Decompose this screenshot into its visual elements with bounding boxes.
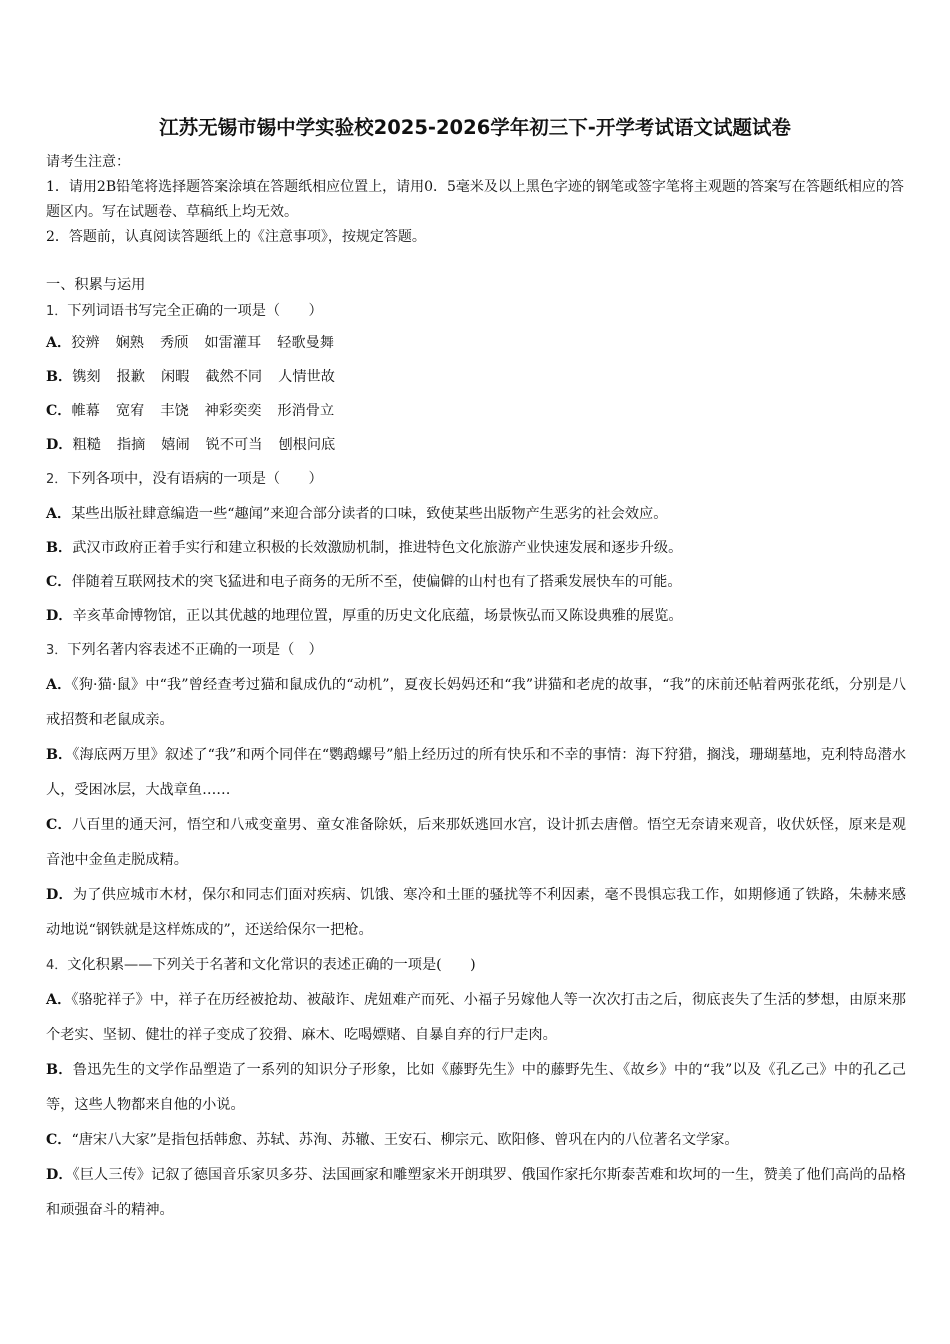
option-word: 狡辨 — [71, 335, 100, 351]
option-letter: A． — [46, 506, 72, 522]
option-word: 镌刻 — [72, 369, 101, 385]
option-text: 某些出版社肆意编造一些“趣闻”来迎合部分读者的口味，致使某些出版物产生恶劣的社会效应。 — [71, 506, 668, 522]
question-number: 2． — [46, 472, 68, 487]
option-text: 为了供应城市木材，保尔和同志们面对疾病、饥饿、寒冷和土匪的骚扰等不利因素，毫不畏惧忘我工作，如期修通了铁路，朱赫来感动地说“钢铁就是这样炼成的”，还送给保尔一把枪。 — [46, 887, 906, 938]
option-word: 轻歌曼舞 — [277, 335, 334, 351]
option-text: 辛亥革命博物馆，正以其优越的地理位置，厚重的历史文化底蕴，场景恢弘而又陈设典雅的展览。 — [72, 608, 683, 624]
option-word: 形消骨立 — [277, 403, 335, 419]
option-letter: A． — [46, 335, 72, 351]
option-text: 《狗·猫·鼠》中“我”曾经查考过猫和鼠成仇的“动机”，夏夜长妈妈还和“我”讲猫和老虎的故事，“我”的床前还帖着两张花纸，分别是八戒招赘和老鼠成亲。 — [46, 677, 906, 728]
option-letter: B． — [46, 747, 73, 763]
q2-option-a — [46, 497, 906, 531]
q1-option-c — [46, 394, 906, 428]
option-letter: C． — [46, 817, 72, 833]
option-word: 截然不同 — [205, 369, 263, 385]
q1-option-a — [46, 326, 906, 360]
option-letter: D． — [46, 887, 73, 903]
option-text: 《巨人三传》记叙了德国音乐家贝多芬、法国画家和雕塑家米开朗琪罗、俄国作家托尔斯泰苦难和坎坷的一生，赞美了他们高尚的品格和顽强奋斗的精神。 — [46, 1167, 906, 1218]
question-number: 3． — [46, 643, 68, 658]
question-number: 1． — [46, 304, 68, 319]
q4-option-d — [46, 1158, 906, 1228]
q4-option-c — [46, 1123, 906, 1158]
option-text: 鲁迅先生的文学作品塑造了一系列的知识分子形象，比如《藤野先生》中的藤野先生、《故乡》中的“我”以及《孔乙己》中的孔乙己等，这些人物都来自他的小说。 — [46, 1062, 906, 1113]
option-text: 伴随着互联网技术的突飞猛进和电子商务的无所不至，使偏僻的山村也有了搭乘发展快车的可能。 — [71, 574, 682, 590]
option-letter: D． — [46, 1167, 73, 1183]
question-text: 下列词语书写完全正确的一项是（ ） — [67, 303, 323, 319]
option-word: 丰饶 — [160, 403, 189, 419]
q4-option-a — [46, 983, 906, 1053]
page-title: 江苏无锡市锡中学实验校2025-2026学年初三下-开学考试语文试题试卷 — [159, 116, 791, 139]
option-letter: C． — [46, 403, 72, 419]
q2-option-c — [46, 565, 906, 599]
question-text: 文化积累——下列关于名著和文化常识的表述正确的一项是( ) — [67, 957, 476, 973]
question-2-stem — [46, 462, 906, 497]
option-word: 娴熟 — [115, 335, 144, 351]
option-letter: A． — [46, 677, 72, 693]
question-3-stem — [46, 633, 906, 668]
option-letter: B． — [46, 1062, 73, 1078]
q2-option-b — [46, 531, 906, 565]
q2-option-d — [46, 599, 906, 633]
notice-block — [46, 150, 906, 250]
option-letter: C． — [46, 574, 72, 590]
option-word: 如雷灌耳 — [204, 335, 262, 351]
q3-option-a — [46, 668, 906, 738]
notice-heading: 请考生注意： — [46, 154, 130, 170]
option-word: 刨根问底 — [278, 437, 336, 453]
option-word: 帷幕 — [71, 403, 100, 419]
option-letter: B． — [46, 369, 73, 385]
option-letter: A． — [46, 992, 72, 1008]
option-word: 人情世故 — [278, 369, 335, 385]
q3-option-c — [46, 808, 906, 878]
option-word: 指摘 — [116, 437, 146, 453]
option-text: 武汉市政府正着手实行和建立积极的长效激励机制，推进特色文化旅游产业快速发展和逐步升级。 — [72, 540, 683, 556]
option-text: 《骆驼祥子》中，祥子在历经被抢劫、被敲诈、虎妞难产而死、小福子另嫁他人等一次次打击之后，彻底丧失了生活的梦想，由原来那个老实、坚韧、健壮的祥子变成了狡猾、麻木、吃喝嫖赌、自暴自弃的行尸走肉。 — [46, 992, 906, 1043]
option-word: 锐不可当 — [205, 437, 263, 453]
question-number: 4． — [46, 958, 68, 973]
q3-option-d — [46, 878, 906, 948]
question-4-stem — [46, 948, 906, 983]
question-text: 下列各项中，没有语病的一项是（ ） — [67, 471, 323, 487]
option-letter: B． — [46, 540, 73, 556]
option-text: 八百里的通天河，悟空和八戒变童男、童女准备除妖，后来那妖逃回水宫，设计抓去唐僧。悟空无奈请来观音，收伏妖怪，原来是观音池中金鱼走脱成精。 — [46, 817, 906, 868]
section-heading: 一、积累与运用 — [46, 277, 146, 293]
option-word: 报歉 — [116, 369, 145, 385]
notice-item-1: 1．请用2B铅笔将选择题答案涂填在答题纸相应位置上，请用0．5毫米及以上黑色字迹的钢笔或签字笔将主观题的答案写在答题纸相应的答题区内。写在试题卷、草稿纸上均无效。 — [46, 179, 904, 220]
option-text: “唐宋八大家”是指包括韩愈、苏轼、苏洵、苏辙、王安石、柳宗元、欧阳修、曾巩在内的八位著名文学家。 — [71, 1132, 739, 1148]
q1-option-d — [46, 428, 906, 462]
option-text: 《海底两万里》叙述了“我”和两个同伴在“鹦鹉螺号”船上经历过的所有快乐和不幸的事情：海下狩猎，搁浅，珊瑚墓地，克利特岛潜水人，受困冰层，大战章鱼…… — [46, 747, 907, 798]
option-letter: C． — [46, 1132, 72, 1148]
questions-body — [46, 273, 906, 1228]
option-word: 闲暇 — [160, 369, 190, 385]
option-word: 宽宥 — [115, 403, 145, 419]
q1-option-b — [46, 360, 906, 394]
question-1-stem — [46, 297, 906, 326]
option-word: 秀颀 — [159, 335, 189, 351]
option-word: 粗糙 — [72, 437, 101, 453]
option-word: 嬉闹 — [161, 437, 190, 453]
q4-option-b — [46, 1053, 906, 1123]
question-text: 下列名著内容表述不正确的一项是（ ） — [67, 642, 323, 658]
option-letter: D． — [46, 437, 73, 453]
option-word: 神彩奕奕 — [204, 403, 262, 419]
q3-option-b — [46, 738, 906, 808]
option-letter: D． — [46, 608, 73, 624]
notice-item-2: 2．答题前，认真阅读答题纸上的《注意事项》，按规定答题。 — [46, 229, 426, 245]
